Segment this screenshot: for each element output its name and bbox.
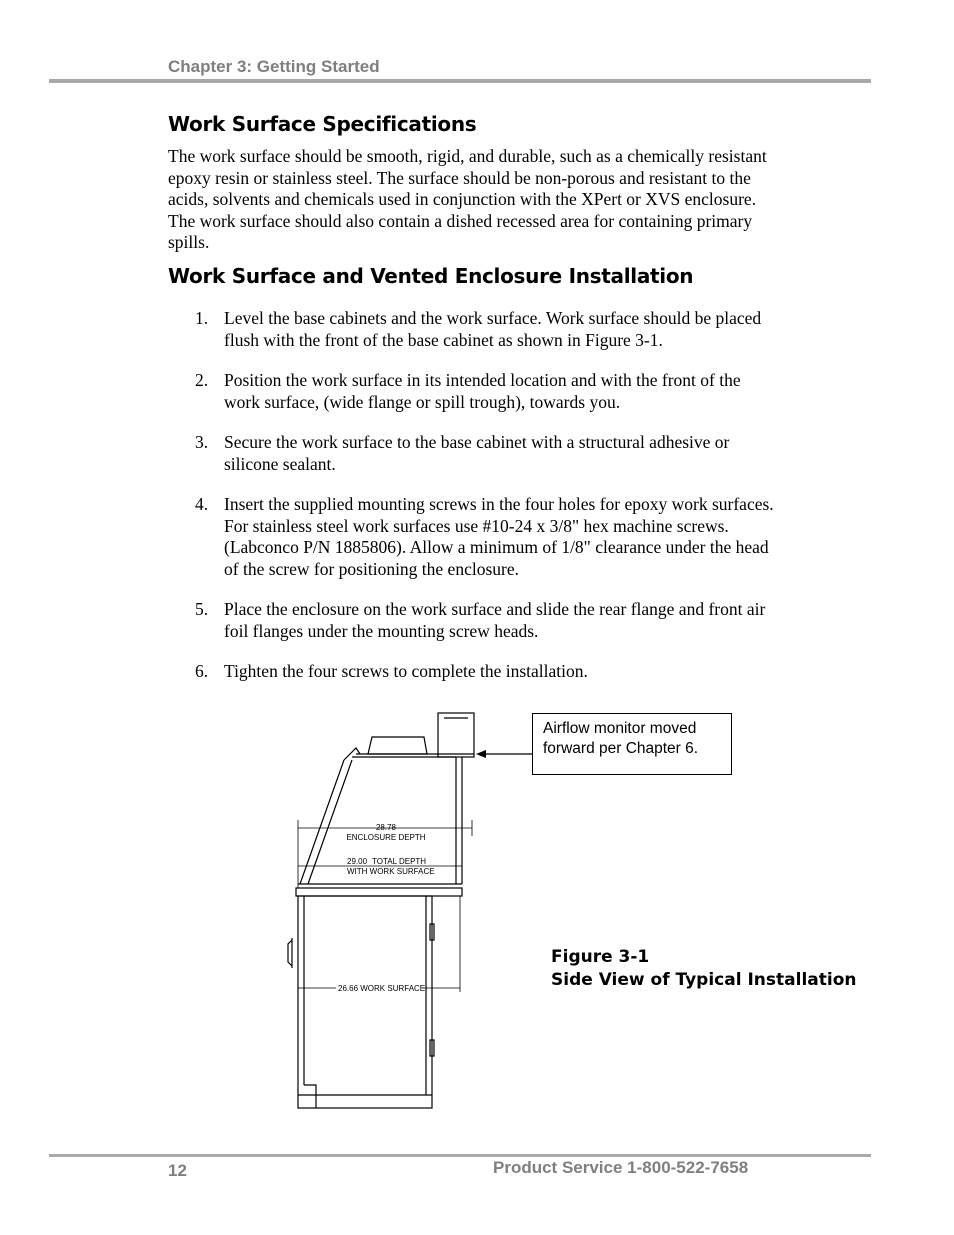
step-number: 2. [195, 370, 209, 390]
figure-caption-title: Side View of Typical Installation [551, 970, 857, 990]
work-surface [296, 888, 462, 896]
step-number: 1. [195, 308, 209, 328]
step-number: 5. [195, 599, 209, 619]
step-item [195, 494, 775, 580]
section-heading-specifications: Work Surface Specifications [168, 112, 477, 136]
airflow-monitor-callout: Airflow monitor moved forward per Chapter 6. [532, 713, 732, 775]
section-heading-installation: Work Surface and Vented Enclosure Installation [168, 264, 694, 288]
step-text: Secure the work surface to the base cabinet with a structural adhesive or silicone sealant. [224, 432, 730, 474]
product-service-phone: Product Service 1-800-522-7658 [493, 1158, 749, 1177]
base-cabinet [298, 896, 432, 1108]
dim-enclosure-label: ENCLOSURE DEPTH [346, 833, 426, 842]
step-number: 4. [195, 494, 209, 514]
step-item [195, 308, 775, 351]
dim-total-label: TOTAL DEPTH [372, 857, 427, 866]
footer-rule [49, 1154, 871, 1157]
figure-caption [551, 946, 856, 992]
header-rule [49, 79, 871, 83]
running-header: Chapter 3: Getting Started [168, 57, 380, 76]
step-text: Insert the supplied mounting screws in the four holes for epoxy work surfaces. For stainless steel work surfaces use #10-24 x 3/8" hex machine screws. (Labconco P/N 1885806). Allow a minimum of 1/8" clearance under the head of the screw for positioning the enclosure. [224, 494, 774, 579]
dim-work-surface: 26.66 WORK SURFACE [338, 984, 426, 993]
airflow-monitor [438, 713, 474, 757]
step-number: 3. [195, 432, 209, 452]
step-number: 6. [195, 661, 209, 681]
specifications-paragraph: The work surface should be smooth, rigid, and durable, such as a chemically resistant epoxy resin or stainless steel. The surface should be non-porous and resistant to the acids, solvents and chemicals used in conjunction with the XPert or XVS enclosure. The work surface should also contain a dished recessed area for containing primary spills. [168, 146, 767, 252]
step-item [195, 370, 775, 413]
step-text: Position the work surface in its intended location and with the front of the work surface, (wide flange or spill trough), towards you. [224, 370, 741, 412]
step-item [195, 599, 775, 642]
dim-total-value: 29.00 [347, 857, 368, 866]
step-text: Level the base cabinets and the work surface. Work surface should be placed flush with the front of the base cabinet as shown in Figure 3-1. [224, 308, 762, 350]
step-item [195, 661, 775, 683]
step-text: Tighten the four screws to complete the installation. [224, 661, 588, 681]
step-text: Place the enclosure on the work surface and slide the rear flange and front air foil flanges under the mounting screw heads. [224, 599, 766, 641]
figure-caption-number: Figure 3-1 [551, 947, 650, 967]
dim-total-label-2: WITH WORK SURFACE [347, 867, 435, 876]
page-number: 12 [168, 1161, 187, 1180]
installation-steps [195, 308, 775, 702]
dim-enclosure-value: 28.78 [375, 823, 397, 832]
step-item [195, 432, 775, 475]
blower-housing [368, 737, 427, 754]
